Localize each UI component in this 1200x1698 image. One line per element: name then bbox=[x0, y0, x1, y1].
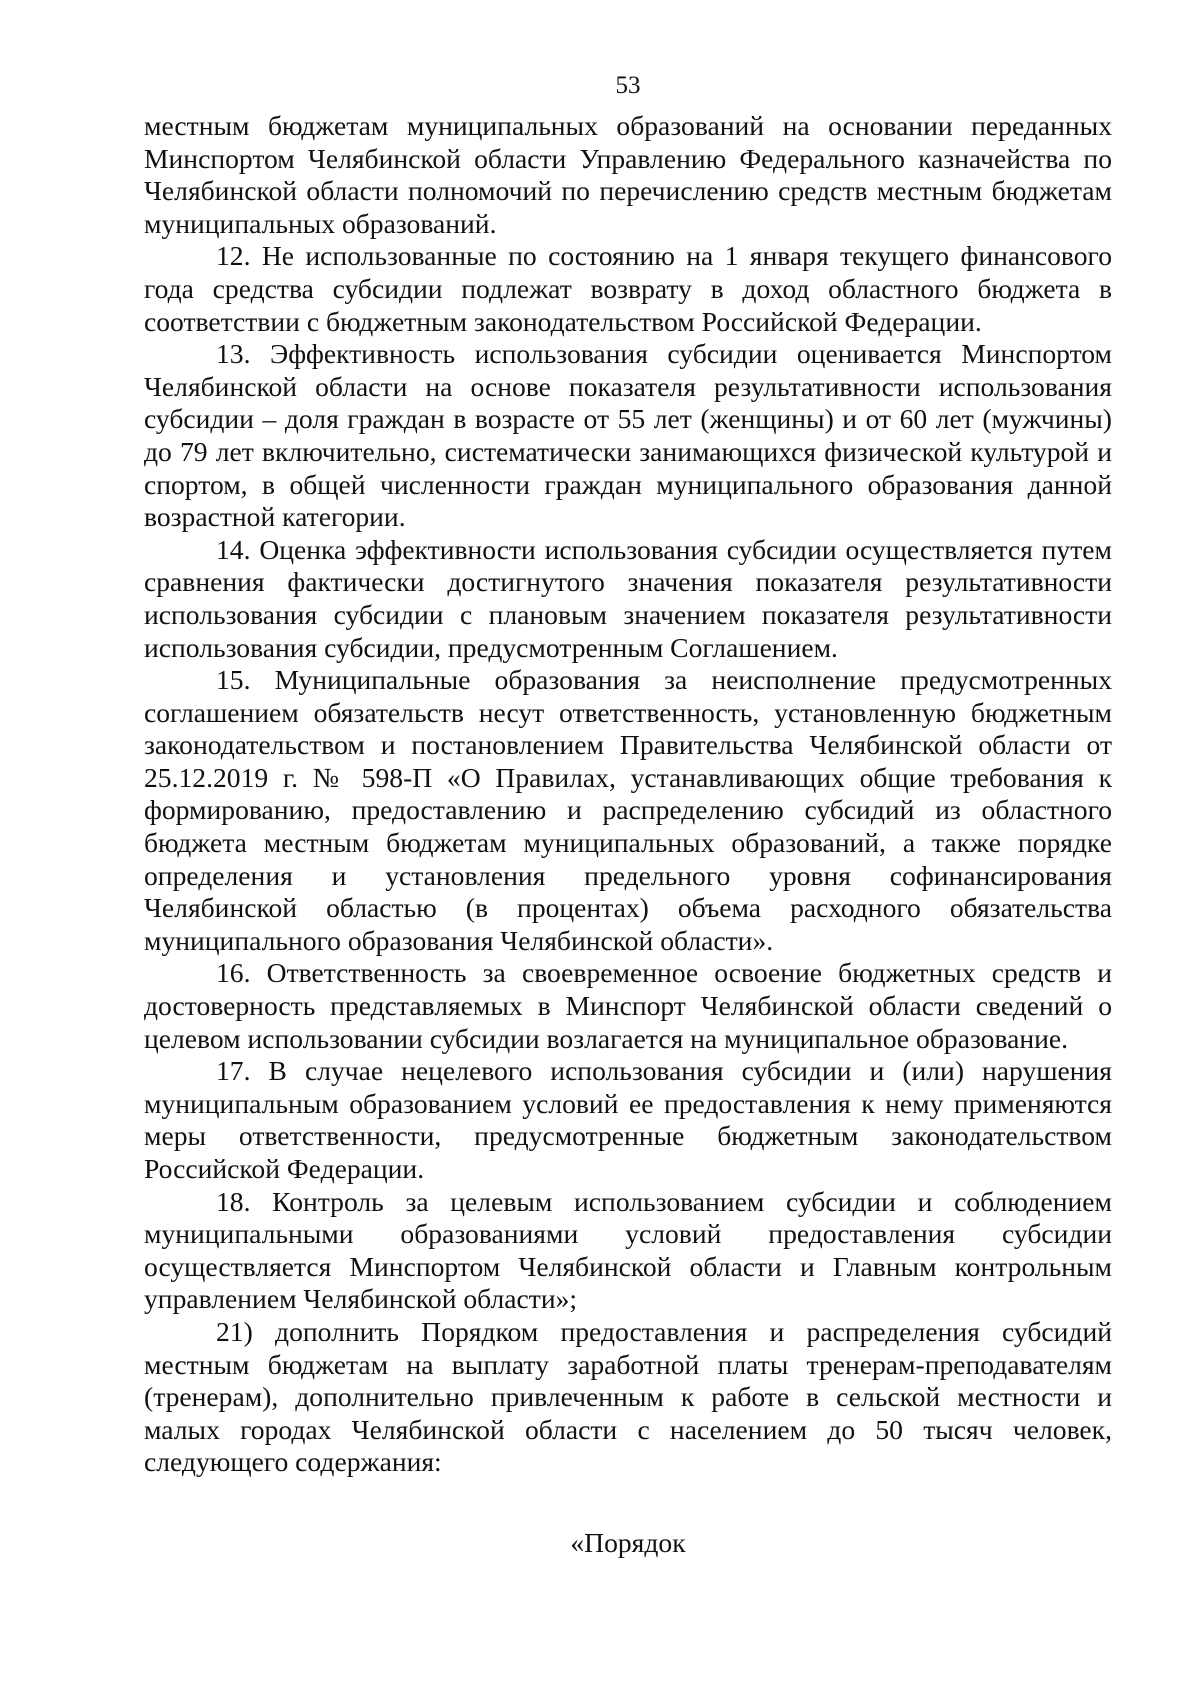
paragraph-item-21: 21) дополнить Порядком предоставления и распределения субсидий местным бюджетам на выплату заработной платы тренерам-преподавателям (тренерам), дополнительно привлеченным к работе в сельской местности и малых городах Челябинской области с населением до 50 тысяч человек, следующего содержания: bbox=[144, 1315, 1112, 1478]
paragraph-item-13: 13. Эффективность использования субсидии оценивается Минспортом Челябинской области на основе показателя результативности использования субсидии – доля граждан в возрасте от 55 лет (женщины) и от 60 лет (мужчины) до 79 лет включительно, систематически занимающихся физической культурой и спортом, в общей численности граждан муниципального образования данной возрастной категории. bbox=[144, 338, 1112, 533]
page-number: 53 bbox=[615, 72, 641, 99]
paragraph-item-15: 15. Муниципальные образования за неисполнение предусмотренных соглашением обязательств несут ответственность, установленную бюджетным законодательством и постановлением Правительства Челябинской области от 25.12.2019 г. № 598-П «О Правилах, устанавливающих общие требования к формированию, предоставлению и распределению субсидий из областного бюджета местным бюджетам муниципальных образований, а также порядке определения и установления предельного уровня софинансирования Челябинской областью (в процентах) объема расходного обязательства муниципального образования Челябинской области». bbox=[144, 664, 1112, 956]
paragraph-continuation: местным бюджетам муниципальных образований на основании переданных Минспортом Челябинской области Управлению Федерального казначейства по Челябинской области полномочий по перечислению средств местным бюджетам муниципальных образований. bbox=[144, 110, 1112, 239]
document-page bbox=[144, 70, 1112, 1560]
section-heading-poryadok: «Порядок bbox=[570, 1526, 686, 1558]
paragraph-item-16: 16. Ответственность за своевременное освоение бюджетных средств и достоверность представляемых в Минспорт Челябинской области сведений о целевом использовании субсидии возлагается на муниципальное образование. bbox=[144, 957, 1112, 1054]
paragraph-item-17: 17. В случае нецелевого использования субсидии и (или) нарушения муниципальным образованием условий ее предоставления к нему применяются меры ответственности, предусмотренные бюджетным законодательством Российской Федерации. bbox=[144, 1055, 1112, 1184]
paragraph-item-18: 18. Контроль за целевым использованием субсидии и соблюдением муниципальными образованиями условий предоставления субсидии осуществляется Минспортом Челябинской области и Главным контрольным управлением Челябинской области»; bbox=[144, 1185, 1112, 1315]
paragraph-item-12: 12. Не использованные по состоянию на 1 января текущего финансового года средства субсидии подлежат возврату в доход областного бюджета в соответствии с бюджетным законодательством Российской Федерации. bbox=[144, 240, 1112, 337]
paragraph-item-14: 14. Оценка эффективности использования субсидии осуществляется путем сравнения фактически достигнутого значения показателя результативности использования субсидии с плановым значением показателя результативности использования субсидии, предусмотренным Соглашением. bbox=[144, 533, 1112, 663]
